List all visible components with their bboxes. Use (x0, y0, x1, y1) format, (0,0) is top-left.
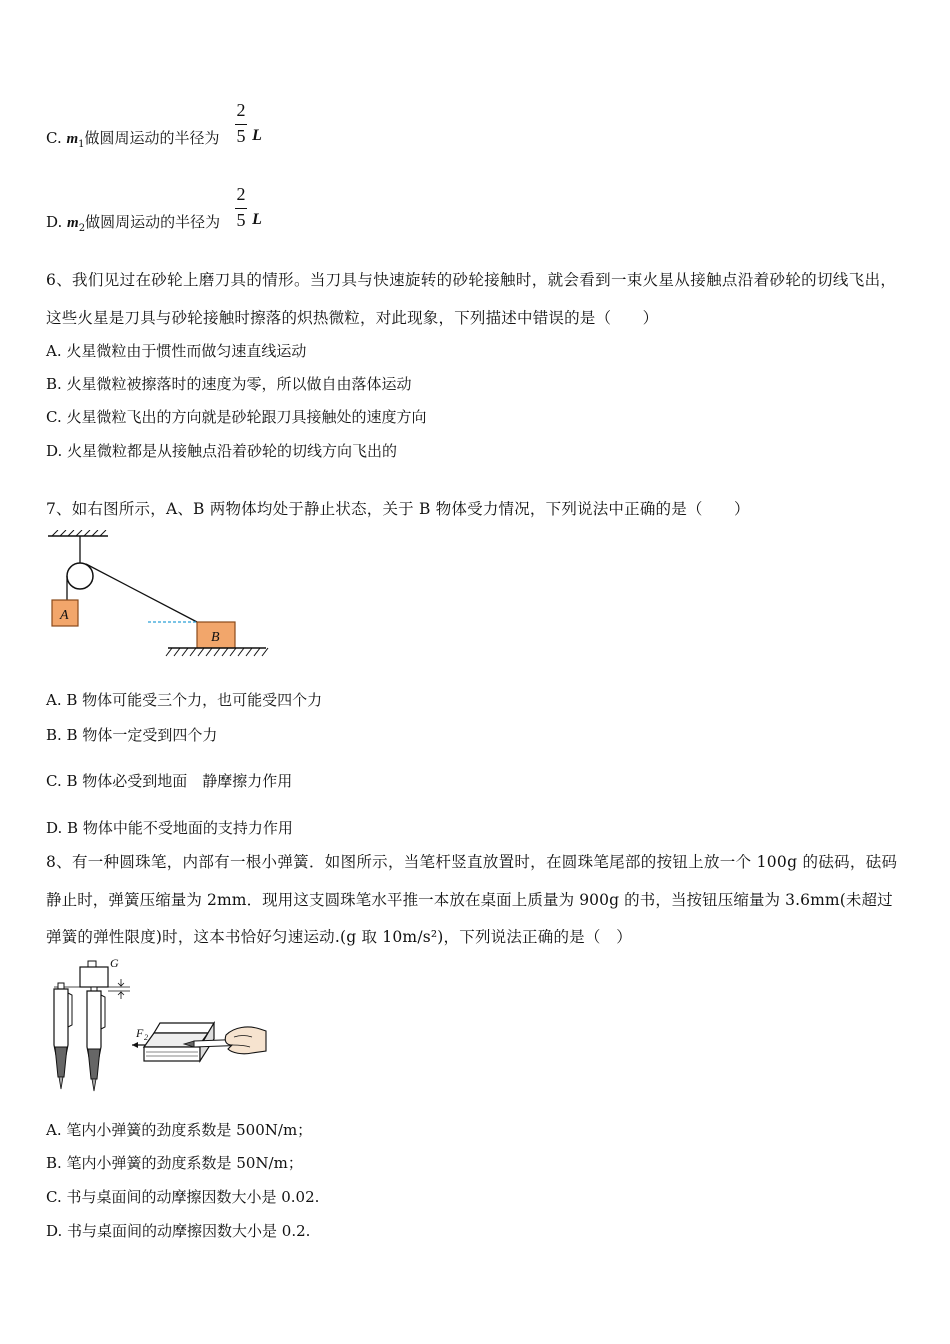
pen-2 (87, 987, 105, 1091)
q5-option-d (46, 212, 220, 239)
compression-arrow-bottom (118, 992, 124, 999)
q5-c-frac-num: 2 (236, 100, 246, 120)
q5-option-d-text: 做圆周运动的半径为 (85, 213, 221, 231)
force-label-f-sub: 2 (144, 1033, 148, 1042)
q5-option-c (46, 128, 220, 155)
block-b-label: B (211, 630, 220, 645)
q5-d-frac-den: 5 (236, 210, 246, 230)
q5-option-d-prefix: D. (46, 213, 68, 231)
force-arrow-head (132, 1042, 138, 1048)
q8-pen-figure (44, 955, 270, 1095)
q7-option-c: C. B 物体必受到地面 静摩擦力作用 (46, 772, 293, 790)
weight-label-g: G (110, 956, 119, 970)
q7-option-d: D. B 物体中能不受地面的支持力作用 (46, 819, 293, 837)
q7-option-b: B. B 物体一定受到四个力 (46, 726, 218, 744)
ground-hatch (166, 648, 268, 656)
q5-c-frac-unit: L (252, 127, 262, 144)
q5-option-c-text: 做圆周运动的半径为 (84, 129, 220, 147)
q8-stem-line1: 8、有一种圆珠笔，内部有一根小弹簧．如图所示，当笔杆竖直放置时，在圆珠笔尾部的按钮上放一个 100g 的砝码，砝码 (46, 853, 898, 871)
q8-option-a: A. 笔内小弹簧的劲度系数是 500N/m； (46, 1121, 313, 1139)
weight-knob (88, 961, 96, 967)
q5-d-frac-unit: L (252, 211, 262, 228)
q5-d-frac-bar (235, 208, 247, 209)
q5-option-c-prefix: C. (46, 129, 67, 147)
q6-stem-line1: 6、我们见过在砂轮上磨刀具的情形。当刀具与快速旋转的砂轮接触时，就会看到一束火星从接触点沿着砂轮的切线飞出， (46, 271, 897, 289)
q5-c-frac-bar (235, 124, 247, 125)
q6-option-a: A. 火星微粒由于惯性而做匀速直线运动 (46, 342, 307, 360)
q5-option-d-sub: 2 (78, 223, 86, 234)
pulley-wheel (67, 563, 93, 589)
q8-stem-line2: 静止时，弹簧压缩量为 2mm．现用这支圆珠笔水平推一本放在桌面上质量为 900g 的书，当按钮压缩量为 3.6mm(未超过 (46, 891, 893, 909)
q6-option-c: C. 火星微粒飞出的方向就是砂轮跟刀具接触处的速度方向 (46, 408, 427, 426)
q8-stem-line3: 弹簧的弹性限度)时，这本书恰好匀速运动.(g 取 10m/s²)，下列说法正确的是（ ） (46, 928, 632, 946)
q7-option-a: A. B 物体可能受三个力，也可能受四个力 (46, 691, 323, 709)
ceiling-hatch (52, 530, 106, 536)
q6-stem-line2: 这些火星是刀具与砂轮接触时擦落的炽热微粒，对此现象，下列描述中错误的是（ ） (46, 309, 659, 327)
q8-option-d: D. 书与桌面间的动摩擦因数大小是 0.2. (46, 1222, 311, 1240)
force-label-f: F (136, 1026, 144, 1040)
weight-block (80, 967, 108, 987)
compression-arrow-top (118, 979, 124, 986)
q8-option-c: C. 书与桌面间的动摩擦因数大小是 0.02. (46, 1188, 320, 1206)
hand (225, 1027, 266, 1054)
block-a-label: A (60, 608, 69, 623)
pen-1 (54, 983, 72, 1089)
q5-option-d-var: m (67, 215, 79, 231)
q6-option-d: D. 火星微粒都是从接触点沿着砂轮的切线方向飞出的 (46, 442, 398, 460)
rope-to-b (86, 564, 197, 622)
q8-option-b: B. 笔内小弹簧的劲度系数是 50N/m； (46, 1154, 303, 1172)
q6-option-b: B. 火星微粒被擦落时的速度为零，所以做自由落体运动 (46, 375, 412, 393)
q5-option-c-sub: 1 (78, 139, 85, 150)
q5-option-c-var: m (66, 131, 79, 147)
q5-c-frac-den: 5 (236, 126, 246, 146)
q5-d-frac-num: 2 (236, 184, 246, 204)
q7-stem: 7、如右图所示，A、B 两物体均处于静止状态，关于 B 物体受力情况，下列说法中正确的是（ ） (46, 500, 750, 518)
q7-pulley-figure (44, 530, 276, 662)
